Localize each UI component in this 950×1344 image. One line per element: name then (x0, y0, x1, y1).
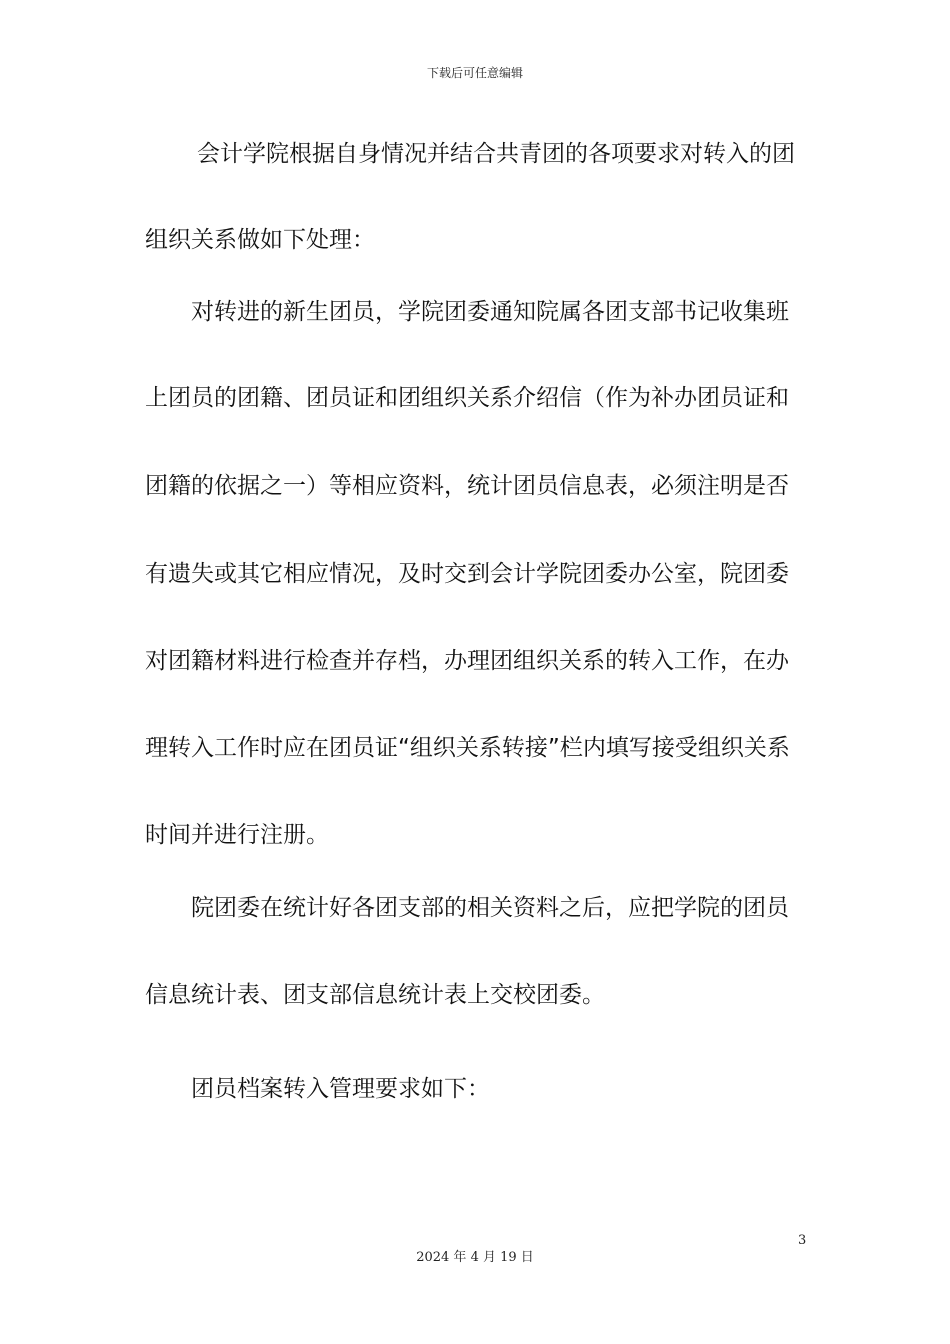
header-note: 下载后可任意编辑 (426, 66, 523, 80)
page-number: 3 (798, 1233, 807, 1248)
body-line: 理转入工作时应在团员证“组织关系转接”栏内填写接受组织关系 (145, 735, 790, 761)
body-line: 对转进的新生团员，学院团委通知院属各团支部书记收集班 (191, 299, 789, 325)
body-line: 信息统计表、团支部信息统计表上交校团委。 (145, 982, 605, 1008)
body-line: 时间并进行注册。 (145, 822, 329, 848)
body-line: 对团籍材料进行检查并存档，办理团组织关系的转入工作，在办 (145, 648, 789, 674)
body-line: 院团委在统计好各团支部的相关资料之后，应把学院的团员 (191, 895, 789, 921)
body-line: 团籍的依据之一）等相应资料，统计团员信息表，必须注明是否 (145, 473, 789, 499)
body-line: 会计学院根据自身情况并结合共青团的各项要求对转入的团 (197, 141, 795, 167)
footer-date: 2024 年 4 月 19 日 (416, 1250, 534, 1265)
body-line: 上团员的团籍、团员证和团组织关系介绍信（作为补办团员证和 (145, 385, 789, 411)
body-line: 有遗失或其它相应情况，及时交到会计学院团委办公室，院团委 (145, 561, 789, 587)
body-line: 组织关系做如下处理： (145, 227, 375, 253)
body-line: 团员档案转入管理要求如下： (191, 1076, 490, 1102)
